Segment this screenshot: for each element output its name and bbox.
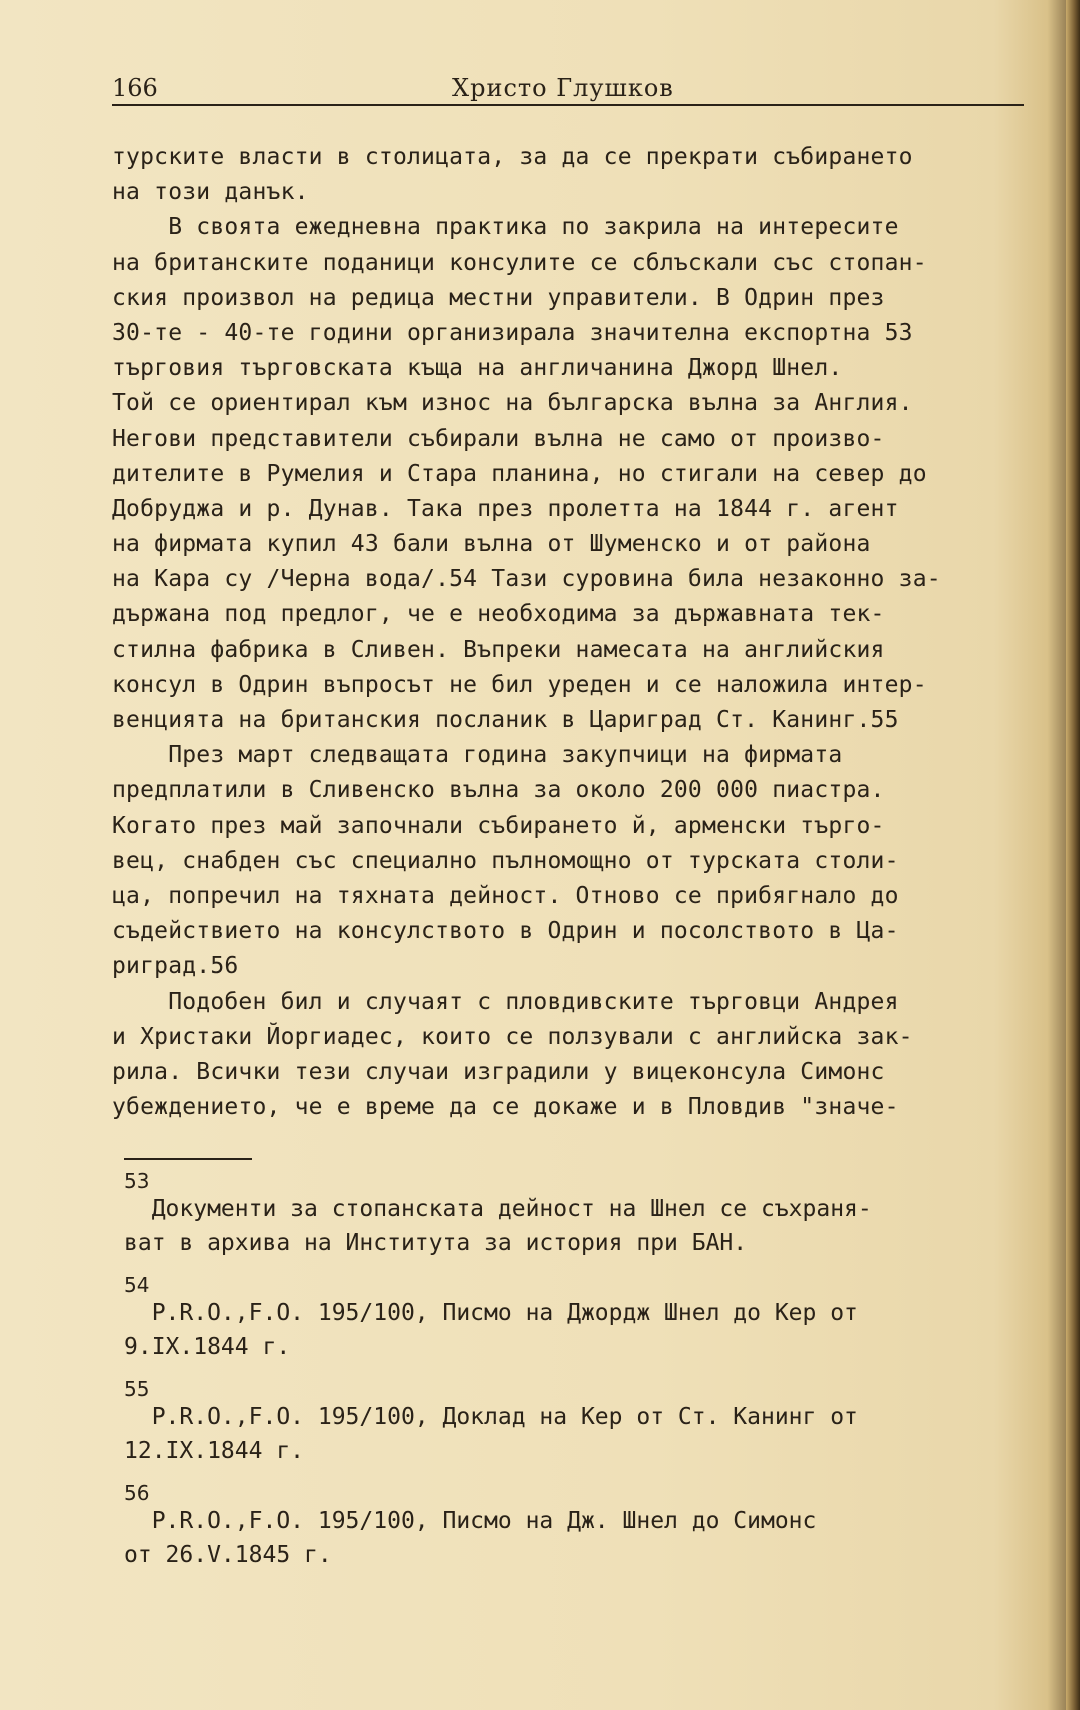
body-line: вец, снабден със специално пълномощно от турската столи- — [112, 847, 899, 874]
footnote-number: 55 — [124, 1377, 150, 1401]
footnote-line: P.R.O.,F.O. 195/100, Писмо на Джордж Шнел до Кер от — [124, 1300, 858, 1326]
body-line: ския произвол на редица местни управители. В Одрин през — [112, 284, 885, 311]
body-line: стилна фабрика в Сливен. Въпреки намесата на английския — [112, 636, 885, 663]
body-line: Добруджа и р. Дунав. Така през пролетта на 1844 г. агент — [112, 495, 899, 522]
footnote-56 — [124, 1482, 1044, 1572]
footnote-number: 54 — [124, 1273, 150, 1297]
body-line: на британските поданици консулите се сблъскали със стопан- — [112, 249, 927, 276]
footnote-number: 56 — [124, 1481, 150, 1505]
body-line: риград.56 — [112, 953, 239, 980]
footnote-line: от 26.V.1845 г. — [124, 1542, 332, 1568]
body-line: на Кара су /Черна вода/.54 Тази суровина била незаконно за- — [112, 566, 941, 593]
footnote-number: 53 — [124, 1169, 150, 1193]
running-head — [112, 74, 1024, 106]
body-line: Негови представители събирали вълна не само от произво- — [112, 425, 885, 452]
body-line: През март следващата година закупчици на фирмата — [112, 742, 843, 769]
body-line: консул в Одрин въпросът не бил уреден и се наложила интер- — [112, 671, 927, 698]
body-line: държана под предлог, че е необходима за държавната тек- — [112, 601, 885, 628]
body-line: ца, попречил на тяхната дейност. Отново се прибягнало до — [112, 882, 899, 909]
body-line: търговия търговската къща на англичанина Джорд Шнел. — [112, 355, 843, 382]
body-line: венцията на британския посланик в Цариград Ст. Канинг.55 — [112, 707, 899, 733]
body-line: убеждението, че е време да се докаже и в Пловдив "значе- — [112, 1094, 899, 1121]
running-head-author: Христо Глушков — [452, 74, 674, 102]
body-line: на фирмата купил 43 бали вълна от Шуменско и от района — [112, 531, 871, 558]
footnote-55 — [124, 1378, 1044, 1468]
body-line: Подобен бил и случаят с пловдивските търговци Андрея — [112, 988, 899, 1015]
footnote-line: Документи за стопанската дейност на Шнел се съхраня- — [124, 1196, 872, 1222]
body-line: и Христаки Йоргиадес, които се ползували с английска зак- — [112, 1023, 913, 1050]
body-line: Когато през май започнали събирането й, арменски търго- — [112, 812, 885, 839]
body-line: съдействието на консулството в Одрин и посолството в Ца- — [112, 918, 899, 945]
body-line: предплатили в Сливенско вълна за около 200 000 пиастра. — [112, 777, 885, 804]
footnote-53 — [124, 1170, 1044, 1260]
book-spine-edge — [1066, 0, 1080, 1710]
body-text — [112, 140, 1042, 1125]
body-line: дителите в Румелия и Стара планина, но стигали на север до — [112, 460, 927, 487]
body-line: турските власти в столицата, за да се прекрати събирането — [112, 144, 913, 170]
footnote-line: 9.IX.1844 г. — [124, 1334, 291, 1360]
footnote-line: ват в архива на Института за история при БАН. — [124, 1230, 748, 1256]
body-line: Той се ориентирал към износ на българска вълна за Англия. — [112, 390, 913, 417]
footnote-separator — [124, 1158, 252, 1160]
body-line: рила. Всички тези случаи изградили у вицеконсула Симонс — [112, 1058, 885, 1085]
body-line: В своята ежедневна практика по закрила на интересите — [112, 214, 899, 241]
footnote-line: 12.IX.1844 г. — [124, 1438, 305, 1464]
body-line: на този данък. — [112, 179, 309, 206]
body-line: 30-те - 40-те години организирала значителна експортна 53 — [112, 319, 913, 346]
footnote-line: P.R.O.,F.O. 195/100, Писмо на Дж. Шнел до Симонс — [124, 1508, 817, 1534]
footnotes — [124, 1170, 1044, 1586]
page-number: 166 — [112, 74, 158, 102]
footnote-line: P.R.O.,F.O. 195/100, Доклад на Кер от Ст. Канинг от — [124, 1404, 858, 1430]
footnote-54 — [124, 1274, 1044, 1364]
